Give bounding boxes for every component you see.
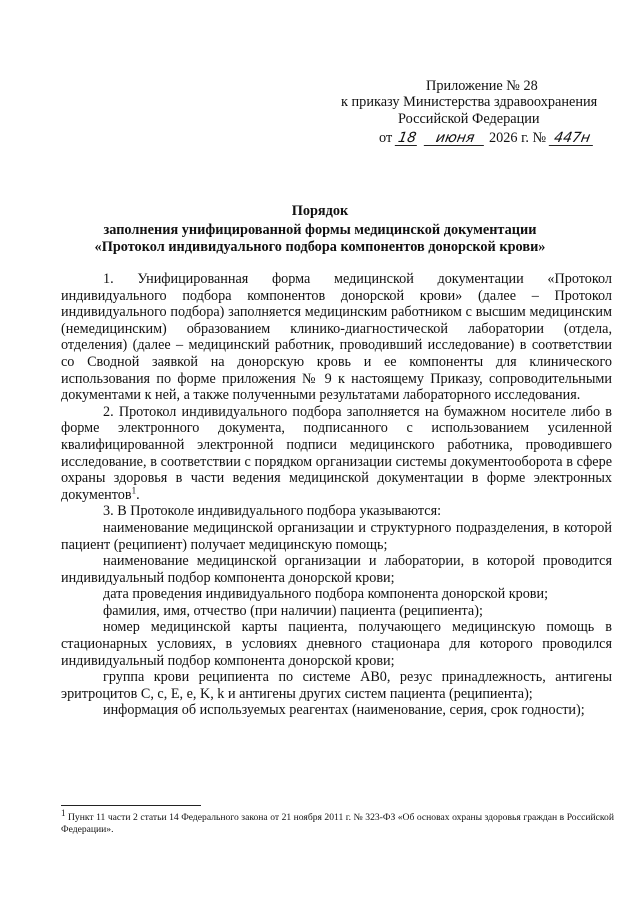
handwritten-month: июня (424, 132, 486, 146)
paragraph-2 (61, 404, 612, 504)
date-year: 2026 г. № (488, 130, 547, 146)
list-item: фамилия, имя, отчество (при наличии) пациента (реципиента); (103, 602, 483, 619)
list-item: группа крови реципиента по системе АВ0, резус принадлежность, антигены эритроцитов C, c, E, e, K, k и антигены других систем пациента (реципиента); (61, 669, 612, 702)
appendix-federation: Российской Федерации (398, 111, 540, 127)
document-title (0, 203, 640, 256)
handwritten-day: 18 (395, 132, 419, 146)
list-item: наименование медицинской организации и структурного подразделения, в которой пациент (реципиент) получает медицинскую помощь; (61, 519, 612, 553)
paragraph-2-end: . (136, 486, 140, 503)
appendix-date-line (379, 130, 594, 147)
paragraph-2-text: 2. Протокол индивидуального подбора заполняется на бумажном носителе либо в форме электронного документа, подписанного с использованием усиленной квалифицированной электронной подписи медицинского работника, проводившего исследование, в соответствии с порядком организации системы документооборота в сфере охраны здоровья в части ведения медицинской документации в форме электронных документов (61, 403, 612, 503)
handwritten-order-number: 447н (549, 132, 595, 146)
appendix-number: Приложение № 28 (426, 78, 538, 94)
title-line-3: «Протокол индивидуального подбора компонентов донорской крови» (94, 239, 546, 255)
list-item: номер медицинской карты пациента, получающего медицинскую помощь в стационарных условиях, в условиях дневного стационара для которого проводился индивидуальный подбор компонента донорской крови; (61, 619, 612, 669)
list-item: наименование медицинской организации и лаборатории, в которой проводится индивидуальный подбор компонента донорской крови; (61, 553, 612, 586)
appendix-order-ref: к приказу Министерства здравоохранения (341, 94, 598, 110)
date-prefix: от (379, 130, 393, 146)
title-line-2: заполнения унифицированной формы медицинской документации (103, 222, 537, 238)
paragraph-1: 1. Унифицированная форма медицинской документации «Протокол индивидуального подбора компонентов донорской крови» (далее – Протокол индивидуального подбора) заполняется медицинским работником с высшим медицинским (немедицинским) образованием клинико-диагностической лаборатории (отдела, отделения) (далее – медицинский работник, проводивший исследование) в соответствии со Сводной заявкой на донорскую кровь и ее компоненты для клинического использования по форме приложения № 9 к настоящему Приказу, сопроводительными документами к ней, а также полученными результатами лабораторного исследования. (61, 271, 612, 404)
footnote-text: Пункт 11 части 2 статьи 14 Федерального закона от 21 ноября 2011 г. № 323-ФЗ «Об основах охраны здоровья граждан в Российской Федерации». (61, 812, 614, 835)
title-line-1: Порядок (291, 203, 349, 219)
footnote (61, 807, 614, 836)
document-body (61, 271, 612, 719)
list-item: информация об используемых реагентах (наименование, серия, срок годности); (103, 702, 585, 719)
footnote-ref: 1 (131, 484, 137, 495)
list-item: дата проведения индивидуального подбора компонента донорской крови; (103, 586, 549, 603)
paragraph-3: 3. В Протоколе индивидуального подбора указываются: (103, 503, 442, 520)
footnote-divider (61, 805, 201, 806)
footnote-mark: 1 (61, 807, 66, 818)
